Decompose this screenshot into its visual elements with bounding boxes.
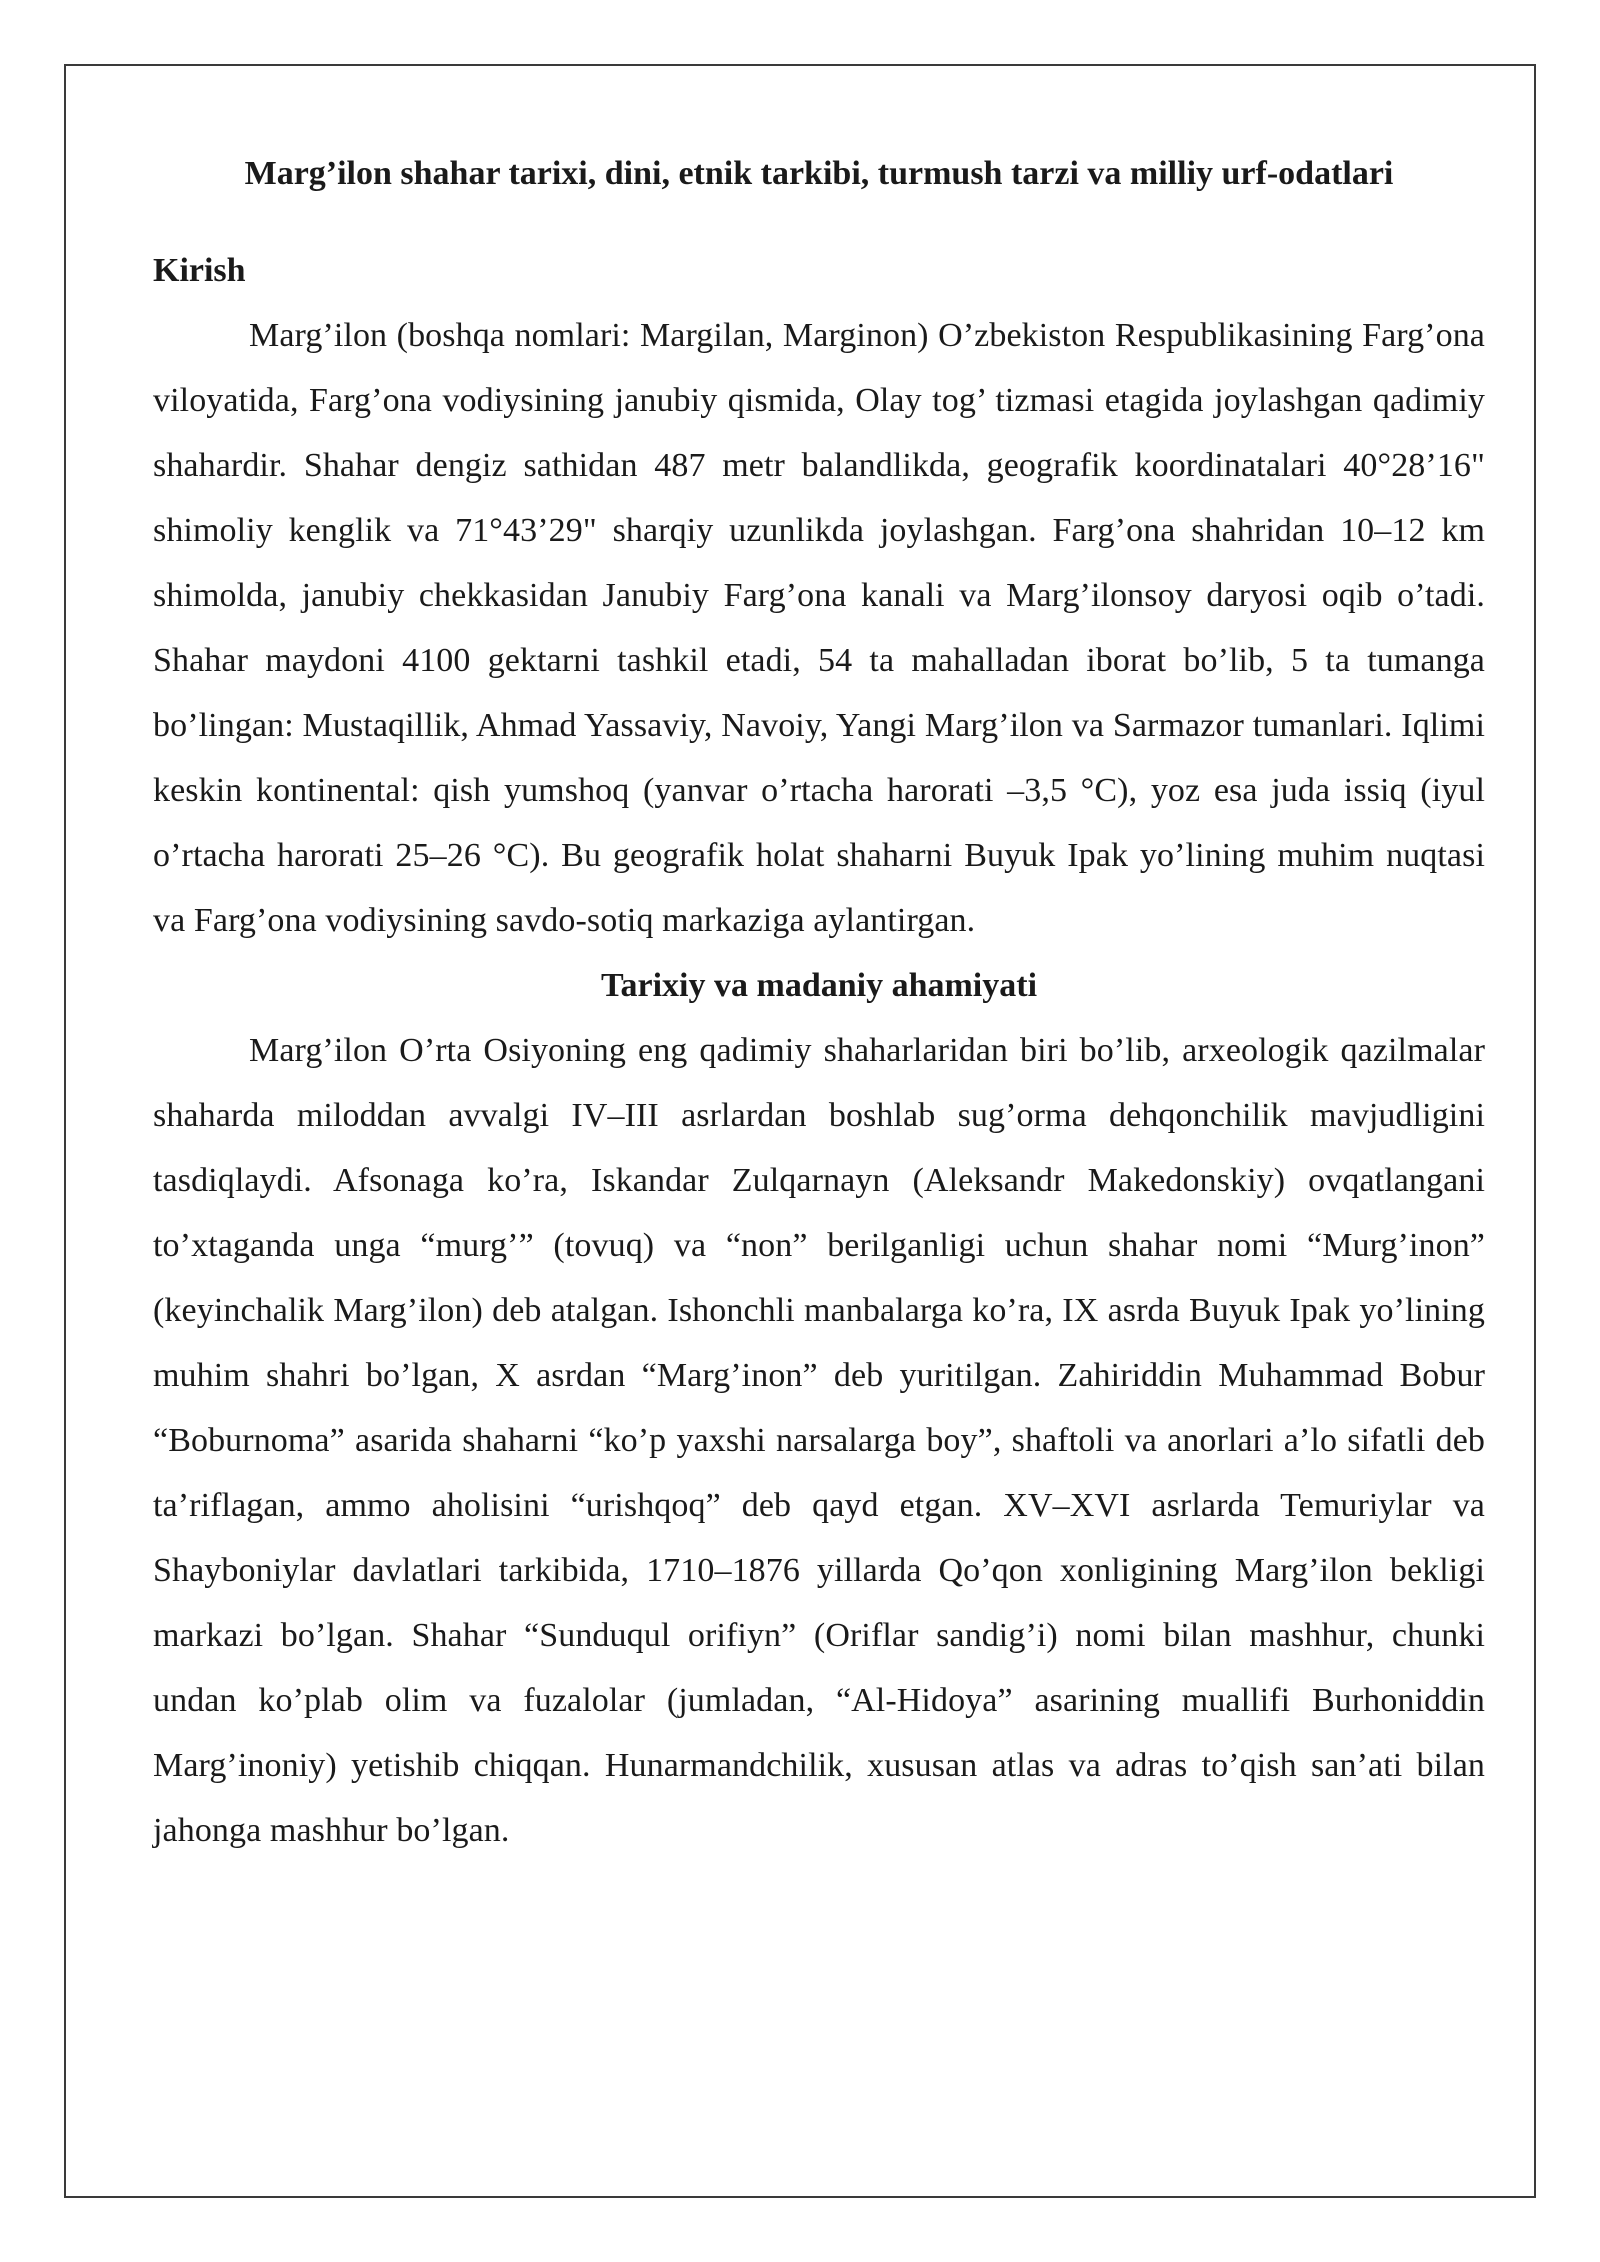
paragraph-kirish: Marg’ilon (boshqa nomlari: Margilan, Marginon) O’zbekiston Respublikasining Farg’ona viloyatida, Farg’ona vodiysining janubiy qismida, Olay tog’ tizmasi etagida joylashgan qadimiy shahardir. Shahar dengiz sathidan 487 metr balandlikda, geografik koordinatalari 40°28’16" shimoliy kenglik va 71°43’29" sharqiy uzunlikda joylashgan. Farg’ona shahridan 10–12 km shimolda, janubiy chekkasidan Janubiy Farg’ona kanali va Marg’ilonsoy daryosi oqib o’tadi. Shahar maydoni 4100 gektarni tashkil etadi, 54 ta mahalladan iborat bo’lib, 5 ta tumanga bo’lingan: Mustaqillik, Ahmad Yassaviy, Navoiy, Yangi Marg’ilon va Sarmazor tumanlari. Iqlimi keskin kontinental: qish yumshoq (yanvar o’rtacha harorati –3,5 °C), yoz esa juda issiq (iyul o’rtacha harorati 25–26 °C). Bu geografik holat shaharni Buyuk Ipak yo’lining muhim nuqtasi va Farg’ona vodiysining savdo-sotiq markaziga aylantirgan. bbox=[153, 317, 1485, 939]
document-title: Marg’ilon shahar tarixi, dini, etnik tarkibi, turmush tarzi va milliy urf-odatlari bbox=[244, 155, 1394, 192]
paragraph-tarixiy: Marg’ilon O’rta Osiyoning eng qadimiy shaharlaridan biri bo’lib, arxeologik qazilmalar shaharda miloddan avvalgi IV–III asrlardan boshlab sug’orma dehqonchilik mavjudligini tasdiqlaydi. Afsonaga ko’ra, Iskandar Zulqarnayn (Aleksandr Makedonskiy) ovqatlangani to’xtaganda unga “murg’” (tovuq) va “non” berilganligi uchun shahar nomi “Murg’inon” (keyinchalik Marg’ilon) deb atalgan. Ishonchli manbalarga ko’ra, IX asrda Buyuk Ipak yo’lining muhim shahri bo’lgan, X asrdan “Marg’inon” deb yuritilgan. Zahiriddin Muhammad Bobur “Boburnoma” asarida shaharni “ko’p yaxshi narsalarga boy”, shaftoli va anorlari a’lo sifatli deb ta’riflagan, ammo aholisini “urishqoq” deb qayd etgan. XV–XVI asrlarda Temuriylar va Shayboniylar davlatlari tarkibida, 1710–1876 yillarda Qo’qon xonligining Marg’ilon bekligi markazi bo’lgan. Shahar “Sunduqul orifiyn” (Oriflar sandig’i) nomi bilan mashhur, chunki undan ko’plab olim va fuzalolar (jumladan, “Al-Hidoya” asarining muallifi Burhoniddin Marg’inoniy) yetishib chiqqan. Hunarmandchilik, xususan atlas va adras to’qish san’ati bilan jahonga mashhur bo’lgan. bbox=[153, 1032, 1485, 1849]
section-heading-tarixiy: Tarixiy va madaniy ahamiyati bbox=[600, 967, 1038, 1004]
section-heading-kirish: Kirish bbox=[153, 252, 246, 289]
document-body bbox=[153, 148, 1485, 1863]
